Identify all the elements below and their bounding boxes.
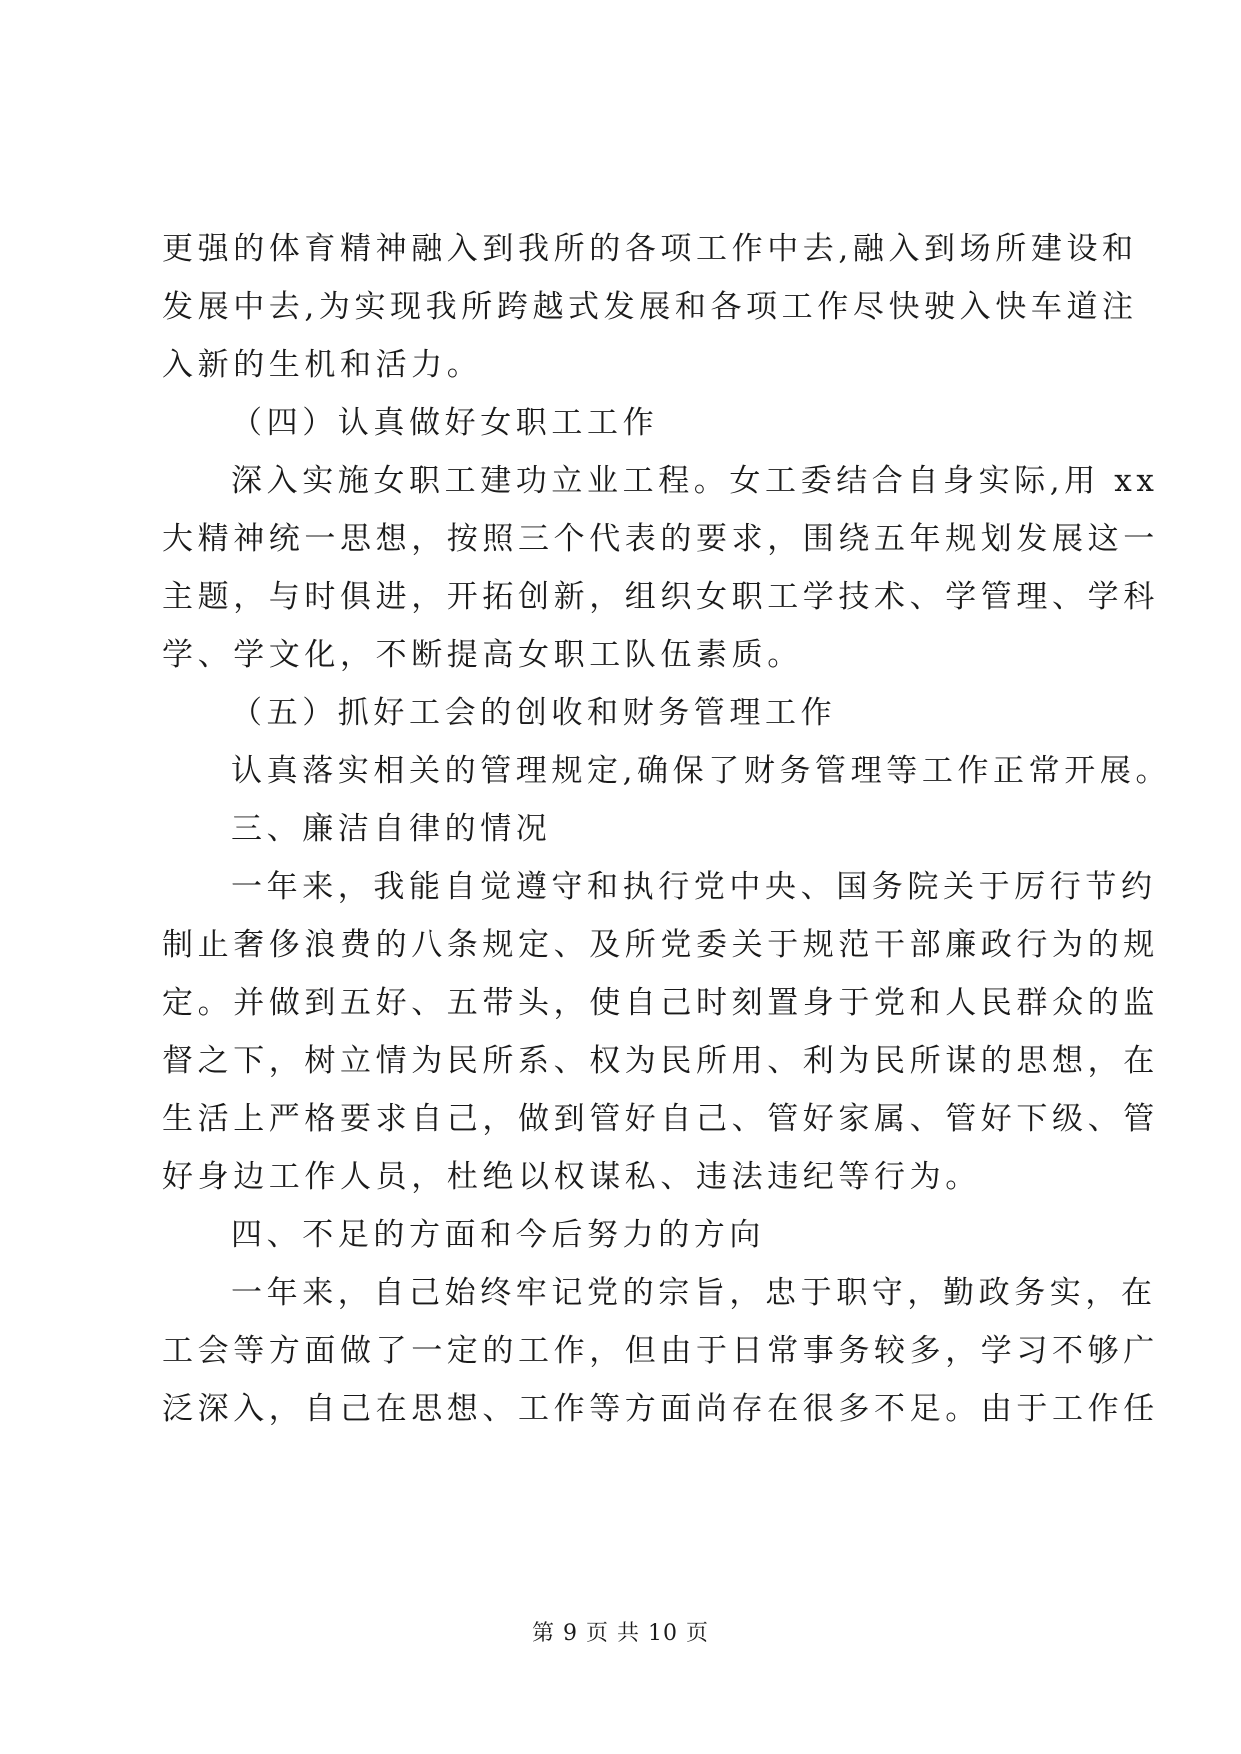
body-text-line: 入新的生机和活力。 <box>162 347 483 383</box>
body-text-line: 认真落实相关的管理规定,确保了财务管理等工作正常开展。 <box>231 753 1172 789</box>
body-text-line: 定。并做到五好、五带头，使自己时刻置身于党和人民群众的监 <box>162 985 1159 1021</box>
body-text-line: 制止奢侈浪费的八条规定、及所党委关于规范干部廉政行为的规 <box>162 927 1159 963</box>
body-text-line: 工会等方面做了一定的工作，但由于日常事务较多，学习不够广 <box>162 1333 1159 1369</box>
body-text-line: 泛深入，自己在思想、工作等方面尚存在很多不足。由于工作任 <box>162 1391 1159 1427</box>
body-text-line: 生活上严格要求自己，做到管好自己、管好家属、管好下级、管 <box>162 1101 1159 1137</box>
body-text-line: 主题，与时俱进，开拓创新，组织女职工学技术、学管理、学科 <box>162 579 1159 615</box>
body-text-line: 发展中去,为实现我所跨越式发展和各项工作尽快驶入快车道注 <box>162 289 1138 325</box>
section-heading: （五）抓好工会的创收和财务管理工作 <box>231 695 837 731</box>
body-text-line: 一年来，我能自觉遵守和执行党中央、国务院关于厉行节约 <box>231 869 1157 905</box>
body-text-line: 更强的体育精神融入到我所的各项工作中去,融入到场所建设和 <box>162 231 1138 267</box>
body-text-line: 学、学文化，不断提高女职工队伍素质。 <box>162 637 803 673</box>
body-text-line: 深入实施女职工建功立业工程。女工委结合自身实际,用 xx <box>231 463 1159 499</box>
section-heading: （四）认真做好女职工工作 <box>231 405 659 441</box>
body-text-line: 一年来，自己始终牢记党的宗旨，忠于职守，勤政务实，在 <box>231 1275 1157 1311</box>
section-heading: 四、不足的方面和今后努力的方向 <box>231 1217 765 1253</box>
body-text-line: 督之下，树立情为民所系、权为民所用、利为民所谋的思想，在 <box>162 1043 1159 1079</box>
page-number-footer: 第 9 页 共 10 页 <box>532 1621 709 1646</box>
body-text-line: 好身边工作人员，杜绝以权谋私、违法违纪等行为。 <box>162 1159 981 1195</box>
section-heading: 三、廉洁自律的情况 <box>231 811 552 847</box>
body-text-line: 大精神统一思想，按照三个代表的要求，围绕五年规划发展这一 <box>162 521 1159 557</box>
